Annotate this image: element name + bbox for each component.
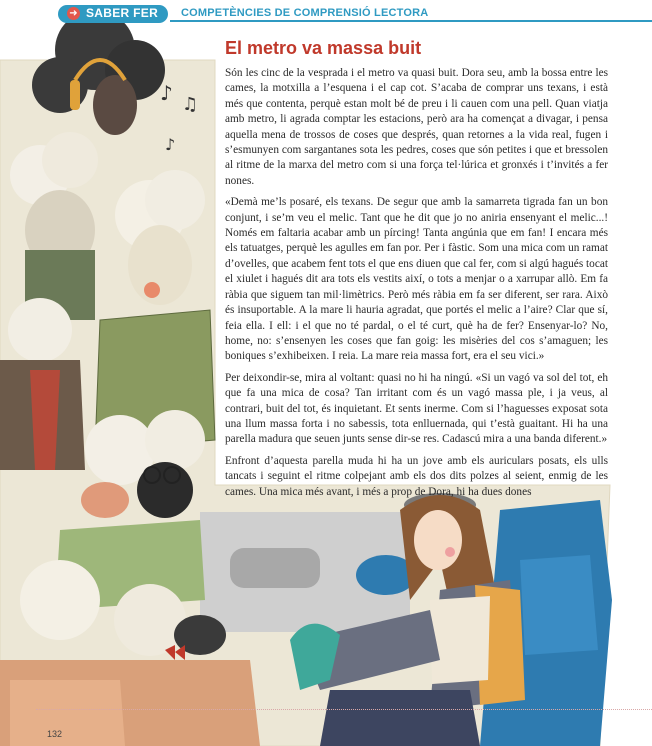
arrow-right-icon: ➜ [67,7,80,20]
svg-text:♪: ♪ [160,81,173,105]
section-title: COMPETÈNCIES DE COMPRENSIÓ LECTORA [181,7,429,19]
header-divider [170,20,652,22]
paragraph: Enfront d’aquesta parella muda hi ha un jove amb els auriculars posats, els ulls tancats i seguint el ritme colpejant amb els dos dits polzes al seient, enmig de les cames. Una mica més avant, i més a prop de Dora, hi ha dues dones [225,454,608,498]
svg-text:♫: ♫ [182,94,199,115]
page-header [0,0,652,24]
paragraph: Són les cinc de la vesprada i el metro va quasi buit. Dora seu, amb la bossa entre les cames, la motxilla a l’esquena i el cap cot. S’acaba de comprar uns texans, i està més que contenta, perquè estan molt bé de preu i li cauen com una pell. Quan viatja amb metro, li agrada comptar les estacions, però ara ha començat a divagar, i pensa aquella mena de trossos de coses que després, quan retornes a la vida real, fugen i s’esmunyen com sargantanes sota les pedres, coses que són petites i que et bressolen al ritme de la marxa del metro com si una força tel·lúrica et gronxés i t’invités a fer nones. [225,67,608,187]
bottom-divider [36,709,652,710]
paragraph: Per deixondir-se, mira al voltant: quasi no hi ha ningú. «Si un vagó va sol del tot, eh que fa una mica de cosa? Tan irritant com és un vagó massa ple, i ja veus, al contrari, buit del tot, és inquietant. Et sents inerme. Com si l’haguesses exposat sota una llum massa forta i no sabessis, tota enlluernada, qui t’està guaitant. Hi ha una parella madura que seuen junts sense dir-se res. Cadascú mira a una banda diferent.» [225,371,608,446]
article-title: El metro va massa buit [225,38,422,58]
article-body [225,66,608,506]
paragraph: «Demà me’ls posaré, els texans. De segur que amb la samarreta tigrada fan un bon conjunt, i se’m veu el melic. Tant que he dit que jo no aniria ensenyant el melic...! Només em faltaria acabar amb un pírcing! Tanta angúnia que em fan! I encara més els tatuatges, perquè les agulles em fan por. Per i fàstic. Som una mica com un ramat d’ovelles, que acabem fent tots el que ens diuen que cal fer, com si algú hagués tocat el xiulet i hagués dit ara tots els vestits així, o tots a menjar o a xarrupar allò. Em fa ràbia que siguem tan mil·limètrics. Però més ràbia em fa ser diferent, ser rara. Això és insuportable. A la mare li hauria agradat, que portés el melic a l’aire? Clar que sí, feia ella. I ell: i el que no té pardal, o el té curt, què ha de fer? Ensenyar-lo? No, home, no: s’ensenyen les coses que fan goig: les misèries del cos s’amaguen; les boniques s’exhibeixen. I reia. La mare reia massa fort, era el seu vici.» [225,196,608,363]
svg-text:♪: ♪ [165,135,176,154]
saber-fer-label: SABER FER [86,6,159,20]
page-number: 132 [47,729,63,739]
